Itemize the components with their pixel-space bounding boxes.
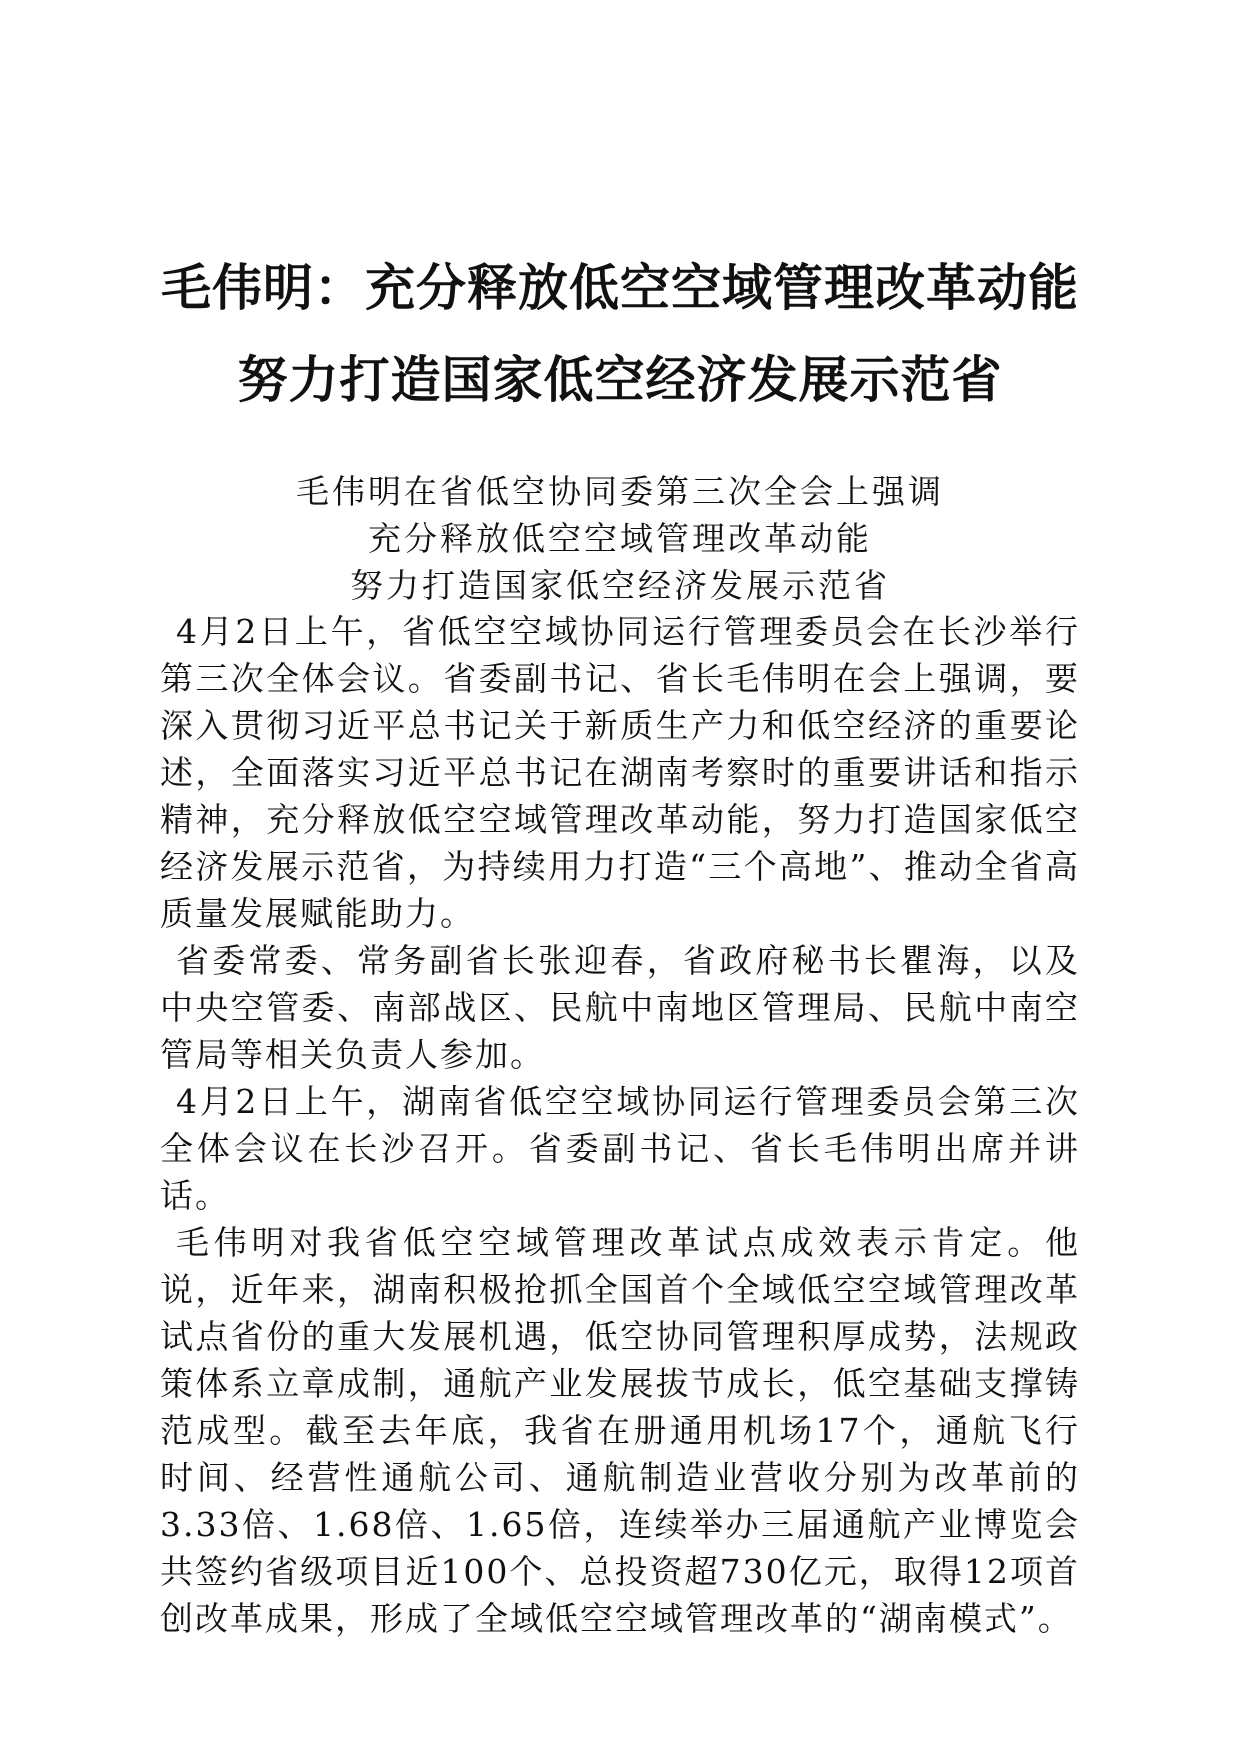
article-body	[160, 608, 1080, 1642]
subtitle-line-2: 充分释放低空空域管理改革动能	[368, 519, 872, 558]
subtitle-line-1: 毛伟明在省低空协同委第三次全会上强调	[296, 472, 944, 511]
paragraph-4: 毛伟明对我省低空空域管理改革试点成效表示肯定。他说，近年来，湖南积极抢抓全国首个全域低空空域管理改革试点省份的重大发展机遇，低空协同管理积厚成势，法规政策体系立章成制，通航产业发展拔节成长，低空基础支撑铸范成型。截至去年底，我省在册通用机场17个，通航飞行时间、经营性通航公司、通航制造业营收分别为改革前的3.33倍、1.68倍、1.65倍，连续举办三届通航产业博览会共签约省级项目近100个、总投资超730亿元，取得12项首创改革成果，形成了全域低空空域管理改革的“湖南模式”。	[160, 1223, 1080, 1638]
document-title-line-2: 努力打造国家低空经济发展示范省	[237, 351, 1003, 409]
document-title-line-1: 毛伟明：充分释放低空空域管理改革动能	[161, 259, 1079, 317]
subtitle-block	[0, 468, 1240, 609]
paragraph-2: 省委常委、常务副省长张迎春，省政府秘书长瞿海，以及中央空管委、南部战区、民航中南地区管理局、民航中南空管局等相关负责人参加。	[160, 941, 1080, 1074]
subtitle-line-3: 努力打造国家低空经济发展示范省	[350, 566, 890, 605]
paragraph-3: 4月2日上午，湖南省低空空域协同运行管理委员会第三次全体会议在长沙召开。省委副书记、省长毛伟明出席并讲话。	[160, 1082, 1080, 1215]
paragraph-1: 4月2日上午，省低空空域协同运行管理委员会在长沙举行第三次全体会议。省委副书记、省长毛伟明在会上强调，要深入贯彻习近平总书记关于新质生产力和低空经济的重要论述，全面落实习近平总书记在湖南考察时的重要讲话和指示精神，充分释放低空空域管理改革动能，努力打造国家低空经济发展示范省，为持续用力打造“三个高地”、推动全省高质量发展赋能助力。	[160, 612, 1080, 933]
